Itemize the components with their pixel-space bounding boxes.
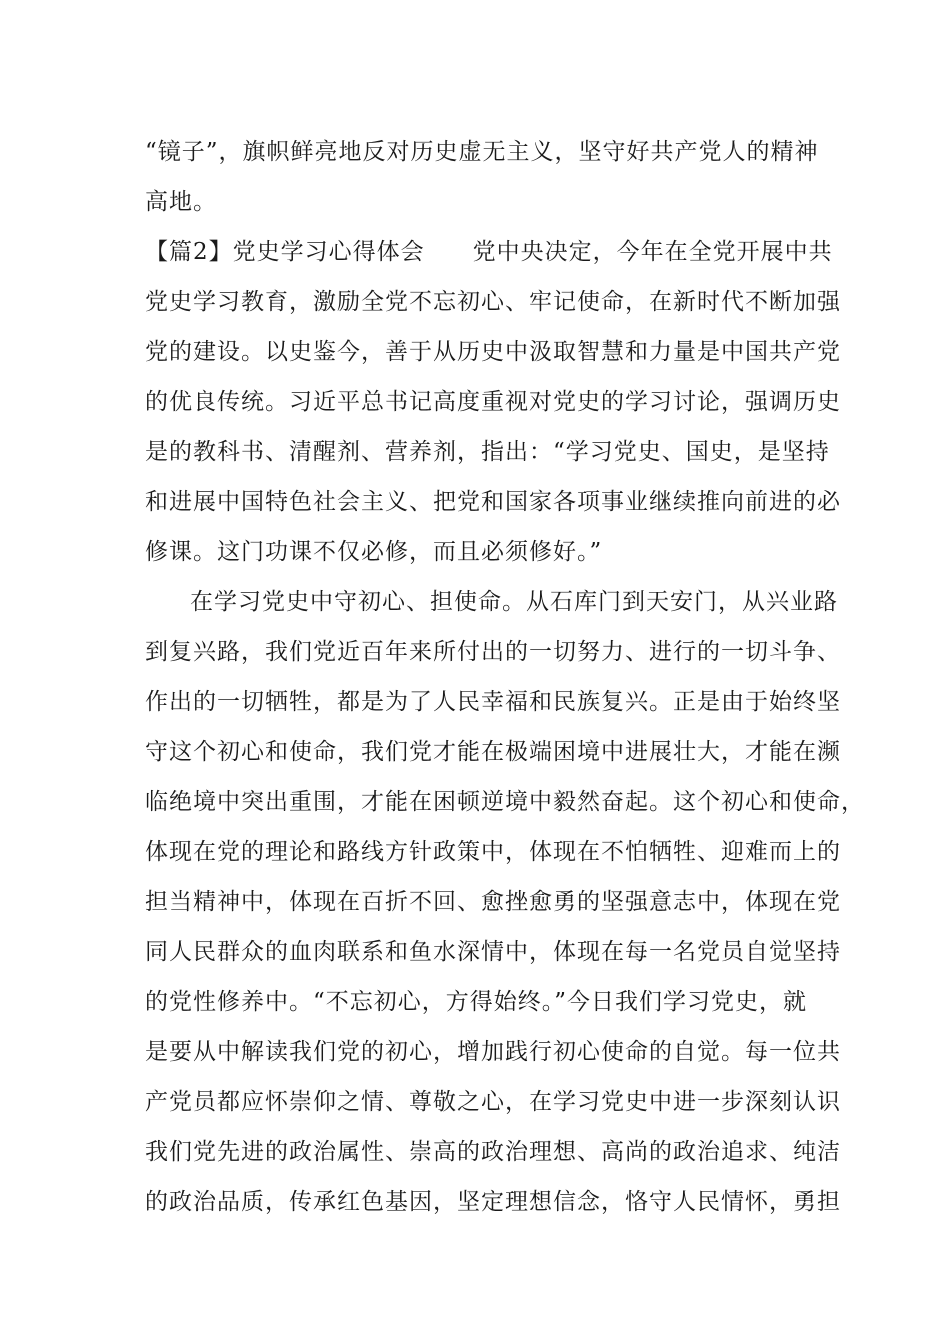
text-line: 的政治品质，传承红色基因，坚定理想信念，恪守人民情怀，勇担	[145, 1189, 841, 1215]
text-line: 产党员都应怀崇仰之情、尊敬之心，在学习党史中进一步深刻认识	[145, 1089, 841, 1115]
text-line: 临绝境中突出重围，才能在困顿逆境中毅然奋起。这个初心和使命，	[145, 789, 865, 815]
text-line: “镜子”，旗帜鲜亮地反对历史虚无主义，坚守好共产党人的精神	[145, 139, 819, 165]
text-line: 体现在党的理论和路线方针政策中，体现在不怕牺牲、迎难而上的	[145, 839, 841, 865]
text-line: 修课。这门功课不仅必修，而且必须修好。”	[145, 539, 603, 565]
text-line: 作出的一切牺牲，都是为了人民幸福和民族复兴。正是由于始终坚	[145, 689, 841, 715]
text-line: 同人民群众的血肉联系和鱼水深情中，体现在每一名党员自觉坚持	[145, 939, 841, 965]
text-line: 到复兴路，我们党近百年来所付出的一切努力、进行的一切斗争、	[145, 639, 841, 665]
text-line: 的党性修养中。“不忘初心，方得始终。”今日我们学习党史，就	[145, 989, 808, 1015]
text-line: 是的教科书、清醒剂、营养剂，指出：“学习党史、国史，是坚持	[145, 439, 830, 465]
text-line: 是要从中解读我们党的初心，增加践行初心使命的自觉。每一位共	[145, 1039, 841, 1065]
paragraph-start-line: 在学习党史中守初心、担使命。从石库门到天安门，从兴业路	[190, 589, 838, 615]
text-line: 担当精神中，体现在百折不回、愈挫愈勇的坚强意志中，体现在党	[145, 889, 841, 915]
text-line: 和进展中国特色社会主义、把党和国家各项事业继续推向前进的必	[145, 489, 841, 515]
text-line: 的优良传统。习近平总书记高度重视对党史的学习讨论，强调历史	[145, 389, 841, 415]
text-line: 党的建设。以史鉴今，善于从历史中汲取智慧和力量是中国共产党	[145, 339, 841, 365]
text-line: 我们党先进的政治属性、崇高的政治理想、高尚的政治追求、纯洁	[145, 1139, 841, 1165]
text-line: 高地。	[145, 189, 217, 215]
section-heading-line: 【篇2】党史学习心得体会 党中央决定，今年在全党开展中共	[145, 239, 833, 265]
text-line: 党史学习教育，激励全党不忘初心、牢记使命，在新时代不断加强	[145, 289, 841, 315]
text-line: 守这个初心和使命，我们党才能在极端困境中进展壮大，才能在濒	[145, 739, 841, 765]
